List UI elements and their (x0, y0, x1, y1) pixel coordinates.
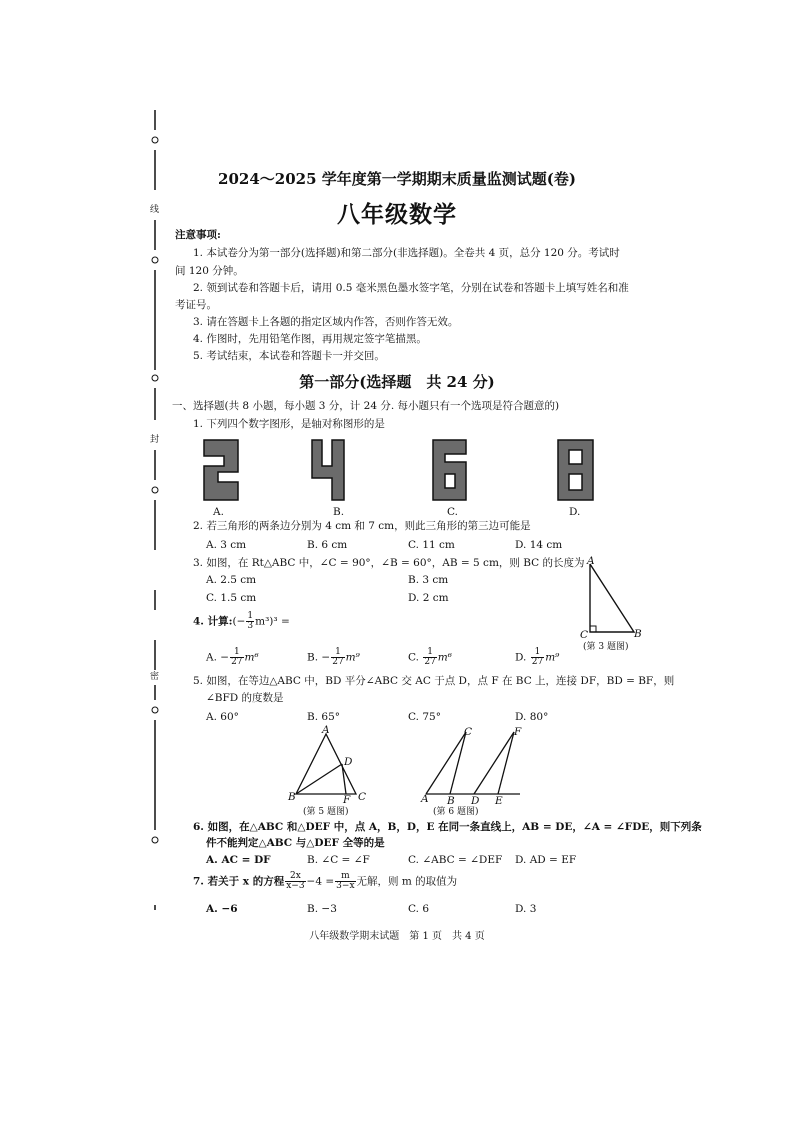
q3-option-b: B. 3 cm (408, 574, 449, 586)
q4-prefix: 4. 计算: (193, 615, 233, 628)
q6-stem-a: 6. 如图，在△ABC 和△DEF 中，点 A，B，D，E 在同一条直线上，AB = DE，∠A = ∠FDE，则下列条 (193, 821, 702, 833)
note-2b: 考证号。 (175, 299, 217, 311)
exam-subject: 八年级数学 (337, 201, 457, 228)
margin-label-dense: 密 (150, 672, 160, 682)
q3-stem: 3. 如图，在 Rt△ABC 中，∠C = 90°，∠B = 60°，AB = 5 cm，则 BC 的长度为 (193, 557, 585, 569)
q4-opt-d-letter: D. (515, 651, 527, 664)
note-5: 5. 考试结束，本试卷和答题卡一并交回。 (193, 350, 385, 362)
q5-option-a: A. 60° (206, 711, 239, 723)
q6-option-c: C. ∠ABC = ∠DEF (408, 854, 503, 866)
q3-figure-caption: (第 3 题图) (583, 642, 629, 652)
q2-option-a: A. 3 cm (206, 539, 247, 551)
q4-opt-b-tail: m⁹ (345, 651, 360, 664)
q4-opt-b-num: 1 (331, 648, 344, 658)
q3-label-c: C (580, 629, 589, 641)
note-4: 4. 作图时，先用铅笔作图，再用规定签字笔描黑。 (193, 333, 427, 345)
q3-option-a: A. 2.5 cm (206, 574, 257, 586)
q6-label-e: E (495, 795, 503, 807)
q4-close: m³)³ = (255, 615, 290, 628)
q4-opt-d-den: 27 (531, 657, 544, 667)
note-1a: 1. 本试卷分为第一部分(选择题)和第二部分(非选择题)。全卷共 4 页，总分 120 分。考试时 (193, 247, 620, 259)
q7-f1-den: x−3 (286, 881, 305, 891)
q7-prefix: 7. 若关于 x 的方程 (193, 875, 285, 888)
margin-label-seal: 封 (150, 435, 160, 445)
q3-option-d: D. 2 cm (408, 592, 449, 604)
digit-4-figure (312, 440, 344, 500)
q4-frac-num: 1 (247, 611, 254, 621)
q1-digit-figures (200, 436, 600, 504)
q6-stem-b: 件不能判定△ABC 与△DEF 全等的是 (206, 837, 385, 849)
q7-f1-num: 2x (285, 872, 305, 882)
q4-opt-a-sign: − (220, 651, 230, 664)
binding-margin-line (140, 110, 170, 930)
q2-option-d: D. 14 cm (515, 539, 563, 551)
q4-opt-a-letter: A. (206, 651, 217, 664)
section-heading: 第一部分(选择题 共 24 分) (299, 373, 495, 391)
q4-open: (− (232, 615, 246, 628)
q5-option-c: C. 75° (408, 711, 441, 723)
q4-option-d (515, 648, 559, 667)
q4-frac-den: 3 (247, 621, 254, 631)
q6-label-f: F (514, 726, 522, 738)
q6-label-b: B (447, 795, 455, 807)
q4-option-a (206, 648, 259, 667)
q6-label-c: C (464, 726, 473, 738)
q6-option-d: D. AD = EF (515, 854, 577, 866)
q4-opt-a-num: 1 (230, 648, 243, 658)
q7-option-c: C. 6 (408, 903, 430, 915)
q7-fraction-1 (285, 872, 305, 891)
q2-stem: 2. 若三角形的两条边分别为 4 cm 和 7 cm，则此三角形的第三边可能是 (193, 520, 531, 532)
q4-opt-b-letter: B. (307, 651, 319, 664)
q6-figure-caption: (第 6 题图) (433, 807, 479, 817)
q5-figure-caption: (第 5 题图) (303, 807, 349, 817)
margin-label-line: 线 (150, 205, 160, 215)
q4-opt-c-letter: C. (408, 651, 419, 664)
q5-label-a: A (322, 724, 330, 736)
q6-triangles-figure (420, 726, 540, 806)
q3-option-c: C. 1.5 cm (206, 592, 257, 604)
page-footer: 八年级数学期末试题 第 1 页 共 4 页 (309, 931, 485, 942)
q5-stem-b: ∠BFD 的度数是 (206, 692, 284, 704)
q5-stem-a: 5. 如图，在等边△ABC 中，BD 平分∠ABC 交 AC 于点 D，点 F 在 BC 上，连接 DF，BD = BF，则 (193, 675, 675, 687)
q4-opt-a-tail: m⁶ (244, 651, 259, 664)
digit-6-figure (433, 440, 466, 500)
q4-opt-d-frac (531, 648, 544, 667)
q5-label-c: C (358, 791, 367, 803)
q1-stem: 1. 下列四个数字图形，是轴对称图形的是 (193, 418, 385, 430)
q1-option-a: A. (213, 506, 224, 518)
q4-opt-b-den: 27 (332, 657, 344, 667)
q3-label-b: B (634, 628, 642, 640)
q4-opt-d-tail: m⁹ (545, 651, 560, 664)
q5-label-d: D (344, 756, 353, 768)
q7-suffix: 无解，则 m 的取值为 (356, 875, 458, 888)
q4-opt-d-num: 1 (531, 648, 544, 658)
q7-mid: −4 = (306, 875, 335, 888)
q7-f2-den: 3−x (336, 881, 355, 891)
q6-option-a: A. AC = DF (206, 854, 271, 866)
q4-opt-b-sign: − (321, 651, 331, 664)
q7-f2-num: m (335, 872, 355, 882)
q5-option-b: B. 65° (307, 711, 341, 723)
q5-label-b: B (288, 791, 296, 803)
q2-option-b: B. 6 cm (307, 539, 348, 551)
q1-option-c: C. (447, 506, 458, 518)
digit-2-figure (204, 440, 238, 500)
q5-label-f: F (343, 794, 351, 806)
q4-opt-c-tail: m⁶ (437, 651, 452, 664)
note-3: 3. 请在答题卡上各题的指定区域内作答，否则作答无效。 (193, 316, 459, 328)
q4-opt-b-frac (331, 648, 344, 667)
q4-opt-c-num: 1 (423, 648, 436, 658)
notes-heading: 注意事项: (175, 229, 221, 241)
q6-option-b: B. ∠C = ∠F (307, 854, 370, 866)
q4-option-c (408, 648, 452, 667)
q1-option-d: D. (569, 506, 581, 518)
q6-label-d: D (471, 795, 480, 807)
q4-opt-a-den: 27 (231, 657, 243, 667)
q1-option-b: B. (333, 506, 345, 518)
section-instruction: 一、选择题(共 8 小题，每小题 3 分，计 24 分. 每小题只有一个选项是符合题意的) (172, 400, 560, 412)
q4-opt-c-den: 27 (424, 657, 436, 667)
digit-8-figure (558, 440, 593, 500)
q4-opt-c-frac (423, 648, 436, 667)
q7-fraction-2 (335, 872, 355, 891)
note-2a: 2. 领到试卷和答题卡后，请用 0.5 毫米黑色墨水签字笔，分别在试卷和答题卡上填写姓名和准 (193, 282, 629, 294)
q6-label-a: A (421, 793, 429, 805)
q5-option-d: D. 80° (515, 711, 549, 723)
q7-stem (193, 872, 457, 891)
q4-fraction (246, 612, 254, 631)
q3-label-a: A (587, 555, 595, 567)
q4-expression (193, 612, 290, 631)
q7-option-d: D. 3 (515, 903, 537, 915)
exam-title: 2024～2025 学年度第一学期期末质量监测试题(卷) (218, 170, 576, 188)
q4-option-b (307, 648, 360, 667)
q2-option-c: C. 11 cm (408, 539, 455, 551)
note-1b: 间 120 分钟。 (175, 265, 244, 277)
q4-opt-a-frac (230, 648, 243, 667)
q7-option-b: B. −3 (307, 903, 337, 915)
q7-option-a: A. −6 (206, 903, 238, 915)
